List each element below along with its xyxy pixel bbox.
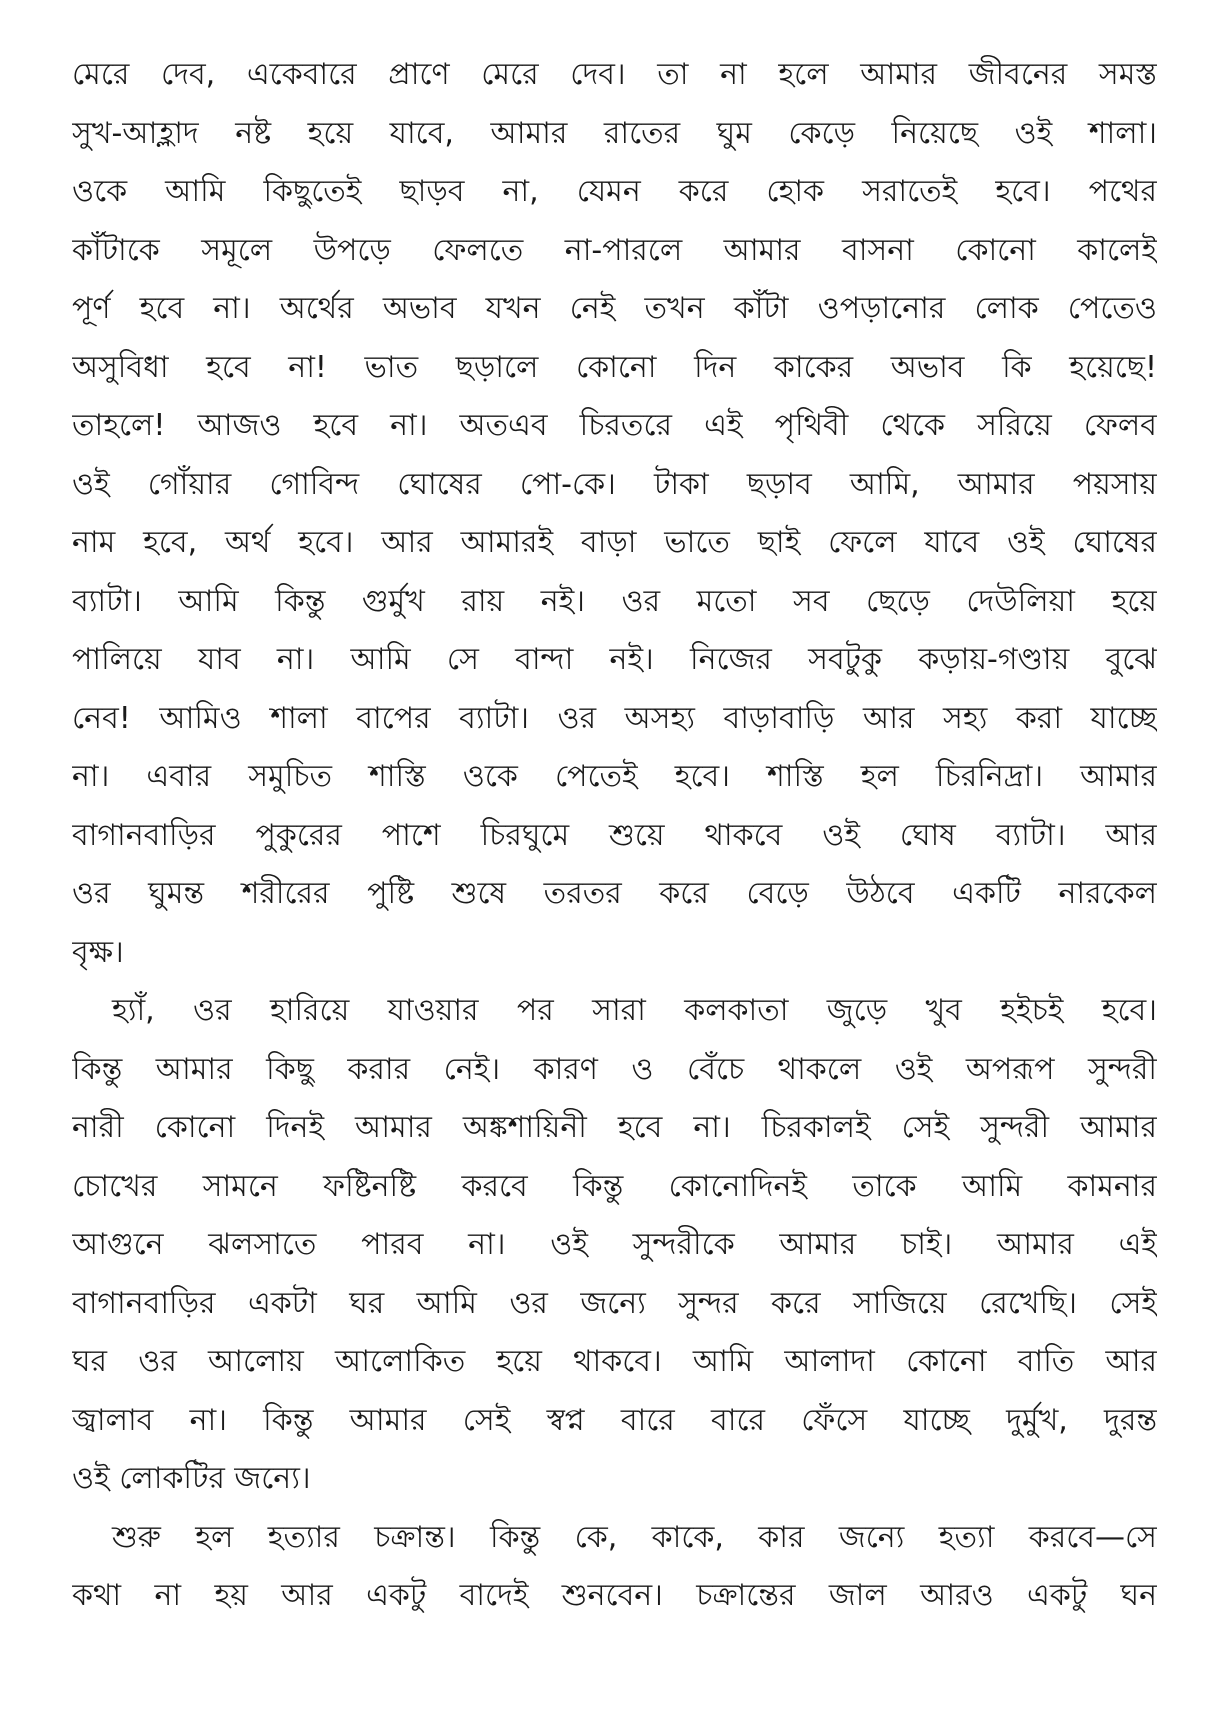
text-line: কাঁটাকে সমূলে উপড়ে ফেলতে না-পারলে আমার বাসনা কোনো কালেই bbox=[72, 232, 1157, 268]
book-page-text bbox=[72, 46, 1157, 1626]
text-line: না। এবার সমুচিত শাস্তি ওকে পেতেই হবে। শাস্তি হল চিরনিদ্রা। আমার bbox=[72, 759, 1157, 794]
text-line-first: হ্যাঁ, ওর হারিয়ে যাওয়ার পর সারা কলকাতা জুড়ে খুব হইচই হবে। bbox=[112, 993, 1157, 1028]
text-line: জ্বালাব না। কিন্তু আমার সেই স্বপ্ন বারে বারে ফেঁসে যাচ্ছে দুর্মুখ, দুরন্ত bbox=[72, 1402, 1157, 1438]
text-line: ওকে আমি কিছুতেই ছাড়ব না, যেমন করে হোক সরাতেই হবে। পথের bbox=[72, 174, 1157, 209]
paragraph-1 bbox=[72, 46, 1157, 982]
text-line: চোখের সামনে ফষ্টিনষ্টি করবে কিন্তু কোনোদিনই তাকে আমি কামনার bbox=[72, 1168, 1157, 1204]
text-line: ওর ঘুমন্ত শরীরের পুষ্টি শুষে তরতর করে বেড়ে উঠবে একটি নারকেল bbox=[72, 876, 1157, 911]
text-line: নারী কোনো দিনই আমার অঙ্কশায়িনী হবে না। চিরকালই সেই সুন্দরী আমার bbox=[72, 1110, 1157, 1145]
text-line: আগুনে ঝলসাতে পারব না। ওই সুন্দরীকে আমার চাই। আমার এই bbox=[72, 1227, 1157, 1262]
text-line: পালিয়ে যাব না। আমি সে বান্দা নই। নিজের সবটুকু কড়ায়-গণ্ডায় বুঝে bbox=[72, 642, 1157, 677]
text-line: নাম হবে, অর্থ হবে। আর আমারই বাড়া ভাতে ছাই ফেলে যাবে ওই ঘোষের bbox=[72, 525, 1157, 560]
paragraph-3 bbox=[72, 1509, 1157, 1626]
text-line: কথা না হয় আর একটু বাদেই শুনবেন। চক্রান্তের জাল আরও একটু ঘন bbox=[72, 1578, 1157, 1613]
text-line: ব্যাটা। আমি কিন্তু গুর্মুখ রায় নই। ওর মতো সব ছেড়ে দেউলিয়া হয়ে bbox=[72, 583, 1157, 619]
text-line: অসুবিধা হবে না! ভাত ছড়ালে কোনো দিন কাকের অভাব কি হয়েছে! bbox=[72, 349, 1157, 385]
text-line: কিন্তু আমার কিছু করার নেই। কারণ ও বেঁচে থাকলে ওই অপরূপ সুন্দরী bbox=[72, 1051, 1157, 1087]
text-line: নেব! আমিও শালা বাপের ব্যাটা। ওর অসহ্য বাড়াবাড়ি আর সহ্য করা যাচ্ছে bbox=[72, 700, 1157, 736]
text-line: ঘর ওর আলোয় আলোকিত হয়ে থাকবে। আমি আলাদা কোনো বাতি আর bbox=[72, 1344, 1157, 1379]
text-line: তাহলে! আজও হবে না। অতএব চিরতরে এই পৃথিবী থেকে সরিয়ে ফেলব bbox=[72, 408, 1157, 443]
text-line-last: ওই লোকটির জন্যে। bbox=[72, 1461, 311, 1496]
text-line: পূর্ণ হবে না। অর্থের অভাব যখন নেই তখন কাঁটা ওপড়ানোর লোক পেতেও bbox=[72, 291, 1157, 326]
text-line-last: বৃক্ষ। bbox=[72, 934, 124, 970]
text-line: ওই গোঁয়ার গোবিন্দ ঘোষের পো-কে। টাকা ছড়াব আমি, আমার পয়সায় bbox=[72, 466, 1157, 502]
text-line: মেরে দেব, একেবারে প্রাণে মেরে দেব। তা না হলে আমার জীবনের সমস্ত bbox=[72, 57, 1157, 92]
text-line: সুখ-আহ্লাদ নষ্ট হয়ে যাবে, আমার রাতের ঘুম কেড়ে নিয়েছে ওই শালা। bbox=[72, 115, 1157, 151]
text-line: বাগানবাড়ির একটা ঘর আমি ওর জন্যে সুন্দর করে সাজিয়ে রেখেছি। সেই bbox=[72, 1285, 1157, 1321]
text-line: বাগানবাড়ির পুকুরের পাশে চিরঘুমে শুয়ে থাকবে ওই ঘোষ ব্যাটা। আর bbox=[72, 817, 1157, 853]
paragraph-2 bbox=[72, 982, 1157, 1509]
text-line-first: শুরু হল হত্যার চক্রান্ত। কিন্তু কে, কাকে, কার জন্যে হত্যা করবে—সে bbox=[112, 1519, 1157, 1555]
